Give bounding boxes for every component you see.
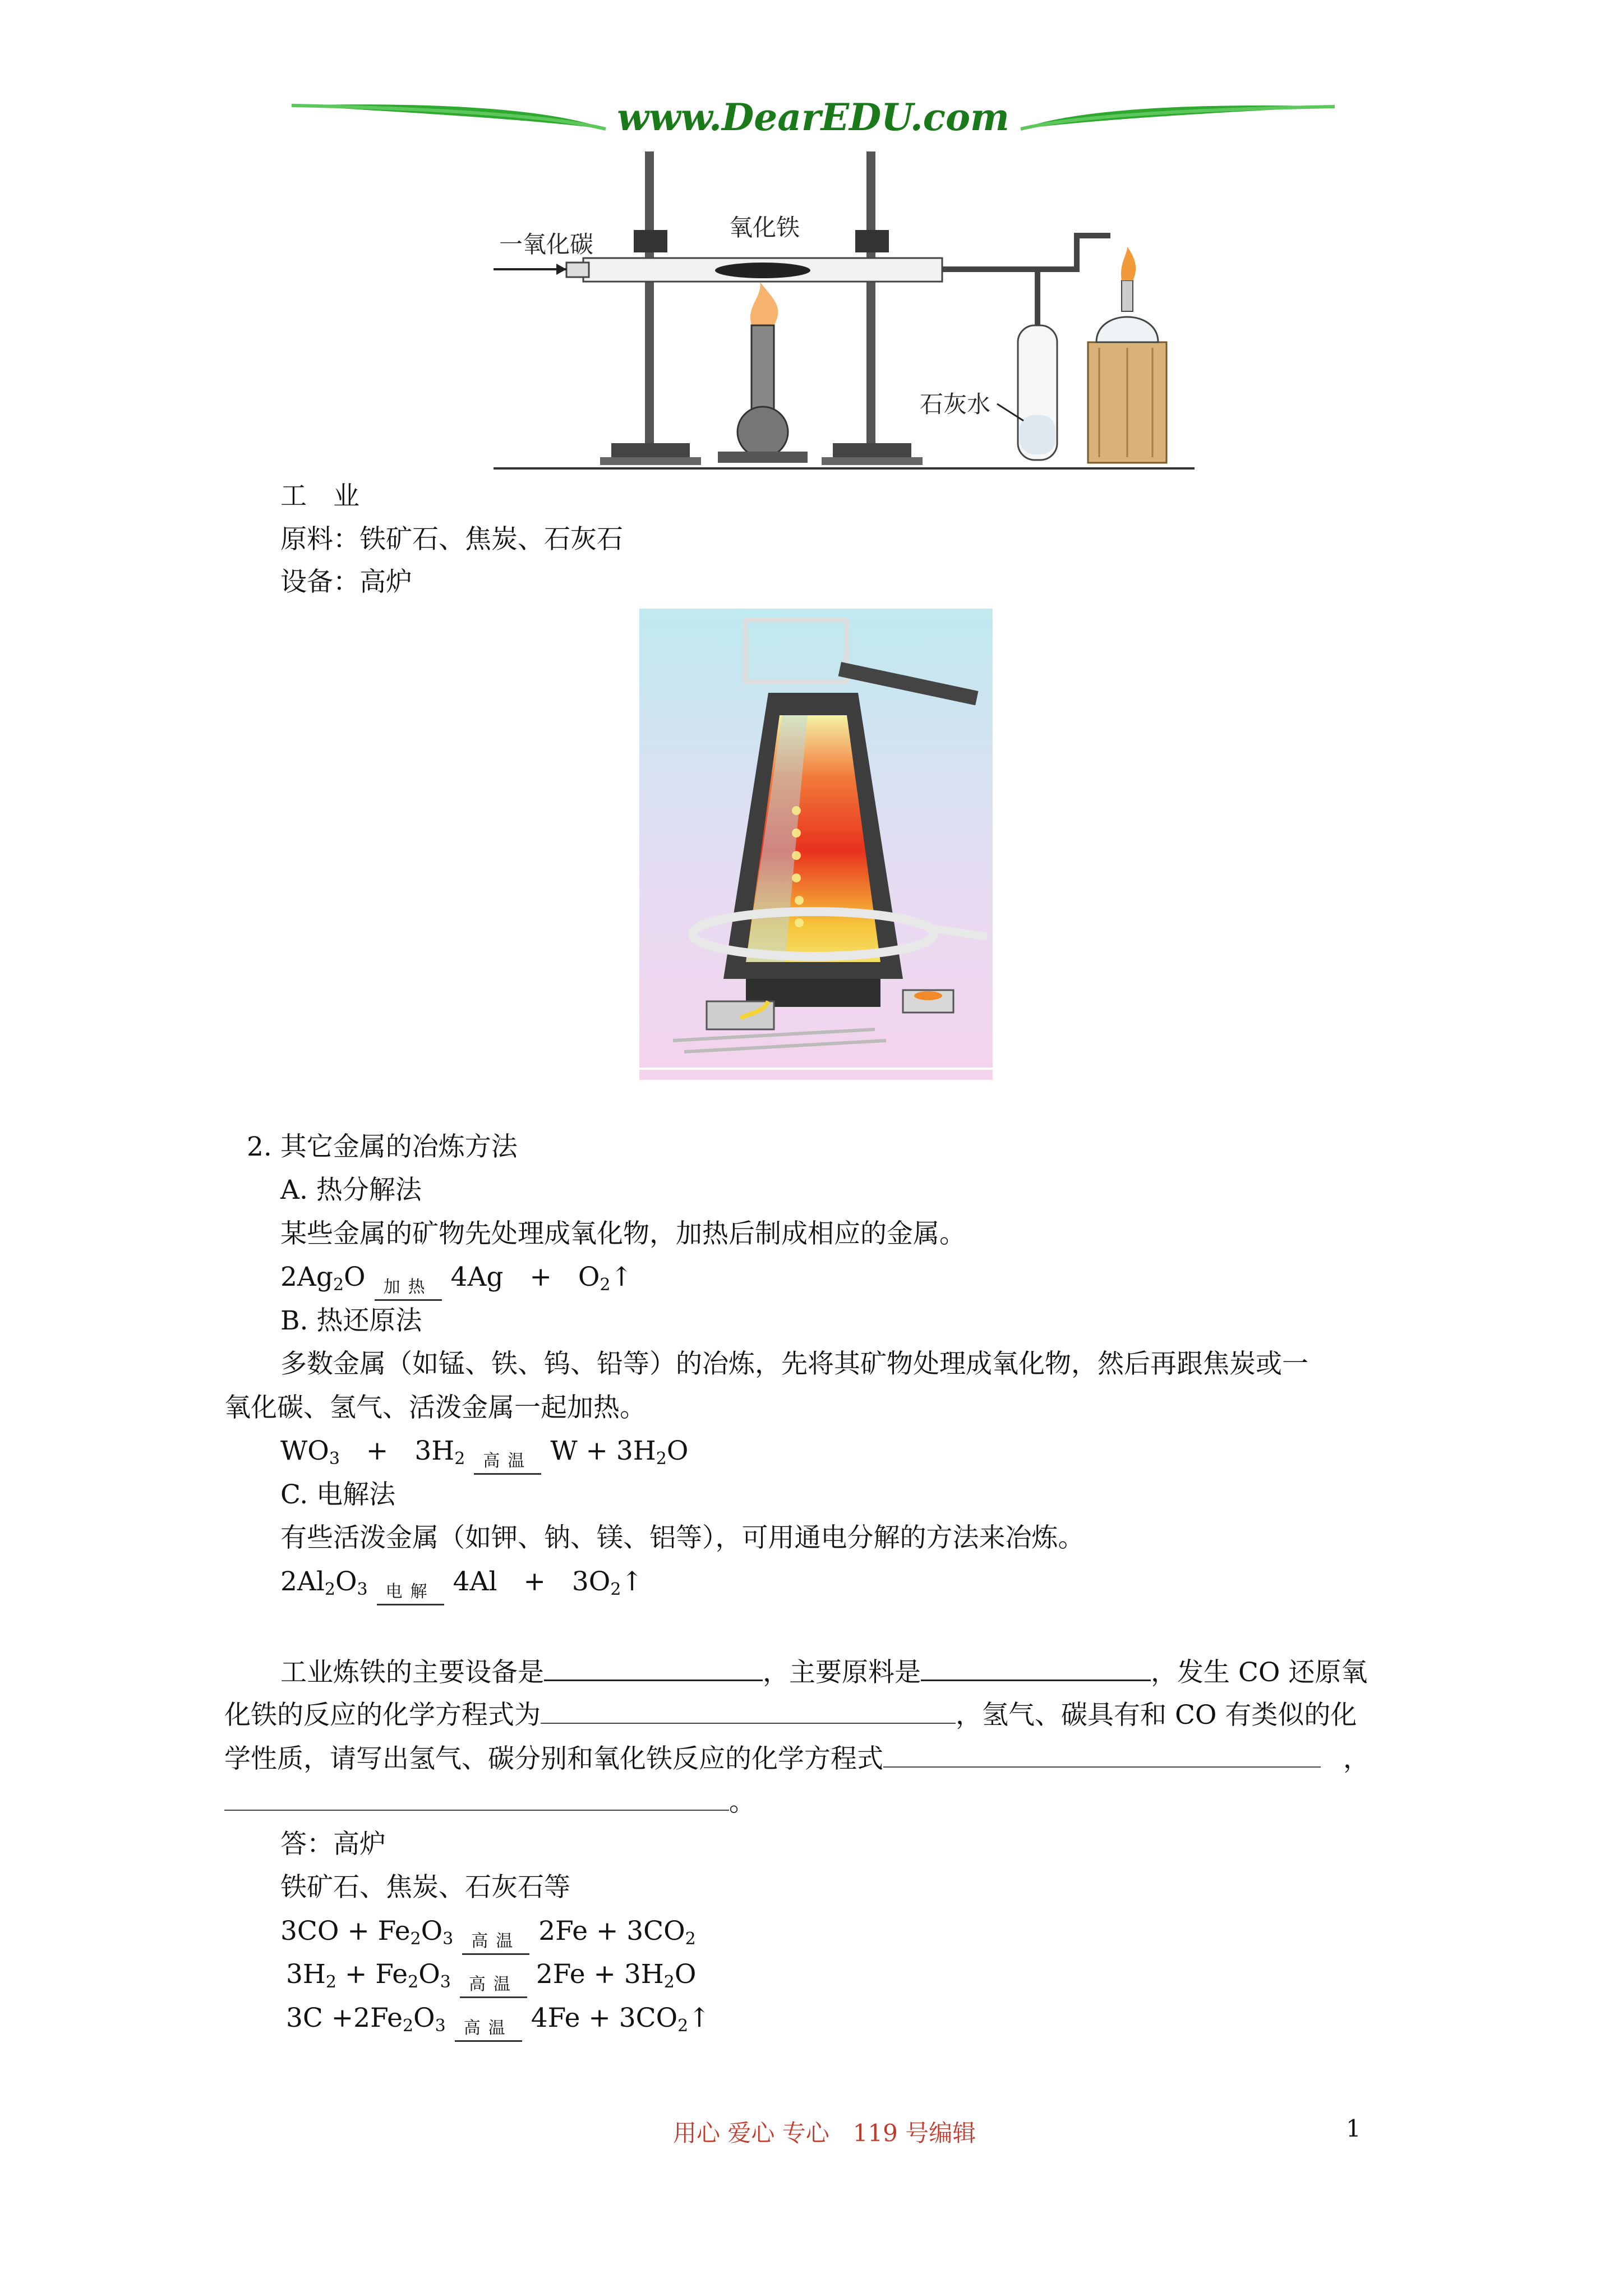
question-line-4: 。 bbox=[224, 1784, 755, 1819]
label-limewater: 石灰水 bbox=[920, 390, 991, 418]
label-co: 一氧化碳 bbox=[499, 231, 594, 258]
footer-text: 用心 爱心 专心 119 号编辑 bbox=[673, 2119, 976, 2147]
industry-title: 工 业 bbox=[280, 481, 359, 512]
answer-equation-3: $3C +2Fe_2O_3$ 高温 $4Fe + 3CO_2↑$ bbox=[286, 2001, 711, 2043]
method-a-description: 某些金属的矿物先处理成氧化物，加热后制成相应的金属。 bbox=[280, 1218, 966, 1249]
method-a-title: A. 热分解法 bbox=[280, 1175, 422, 1205]
method-a-equation: $2Ag_2O$ 加热 4Ag + $O_2↑$ bbox=[280, 1260, 633, 1302]
method-c-equation: $2Al_2O_3$ 电解 4Al + $3O_2↑$ bbox=[280, 1565, 643, 1607]
method-c-description: 有些活泼金属（如钾、钠、镁、铝等），可用通电分解的方法来冶炼。 bbox=[280, 1522, 1085, 1553]
condition-high-temp: 高温 bbox=[483, 1451, 533, 1471]
industry-equipment: 设备：高炉 bbox=[280, 567, 412, 597]
section2-title: 2. 其它金属的冶炼方法 bbox=[247, 1131, 518, 1162]
method-c-title: C. 电解法 bbox=[280, 1479, 396, 1510]
method-b-equation: $WO_3$ + $3H_2$ 高温 $W + 3H_2O$ bbox=[280, 1434, 688, 1476]
answer-equation-1: $3CO + Fe_2O_3$ 高温 $2Fe + 3CO_2$ bbox=[280, 1915, 696, 1956]
blank-c-equation[interactable] bbox=[224, 1784, 729, 1811]
condition-heat: 加热 bbox=[383, 1277, 433, 1297]
blank-co-equation[interactable] bbox=[541, 1697, 956, 1724]
industry-raw-materials: 原料：铁矿石、焦炭、石灰石 bbox=[280, 524, 623, 555]
question-line-3: 学性质，请写出氢气、碳分别和氧化铁反应的化学方程式 ， bbox=[224, 1741, 1370, 1776]
method-b-description-2: 氧化碳、氢气、活泼金属一起加热。 bbox=[224, 1392, 646, 1423]
blank-equipment[interactable] bbox=[544, 1654, 763, 1681]
question-line-1: 工业炼铁的主要设备是 ，主要原料是 ，发生 CO 还原氧 bbox=[280, 1654, 1367, 1690]
blank-h2-equation[interactable] bbox=[883, 1741, 1321, 1768]
method-b-title: B. 热还原法 bbox=[280, 1305, 422, 1336]
blast-furnace-diagram bbox=[639, 609, 993, 1080]
condition-electrolysis: 电解 bbox=[385, 1582, 435, 1602]
blank-raw-materials[interactable] bbox=[921, 1654, 1151, 1681]
answer-equipment: 答：高炉 bbox=[280, 1829, 386, 1860]
question-line-2: 化铁的反应的化学方程式为 ，氢气、碳具有和 CO 有类似的化 bbox=[224, 1697, 1357, 1732]
co-reduction-apparatus-diagram bbox=[482, 140, 1200, 477]
label-iron-oxide: 氧化铁 bbox=[729, 214, 800, 241]
answer-equation-2: $3H_2 + Fe_2O_3$ 高温 $2Fe + 3H_2O$ bbox=[286, 1958, 696, 1999]
method-b-description-1: 多数金属（如锰、铁、钨、铅等）的冶炼，先将其矿物处理成氧化物，然后再跟焦炭或一 bbox=[280, 1349, 1308, 1379]
header-url[interactable]: www.DearEDU.com bbox=[617, 95, 1009, 139]
page-number: 1 bbox=[1346, 2115, 1361, 2142]
answer-raw-materials: 铁矿石、焦炭、石灰石等 bbox=[280, 1872, 570, 1903]
